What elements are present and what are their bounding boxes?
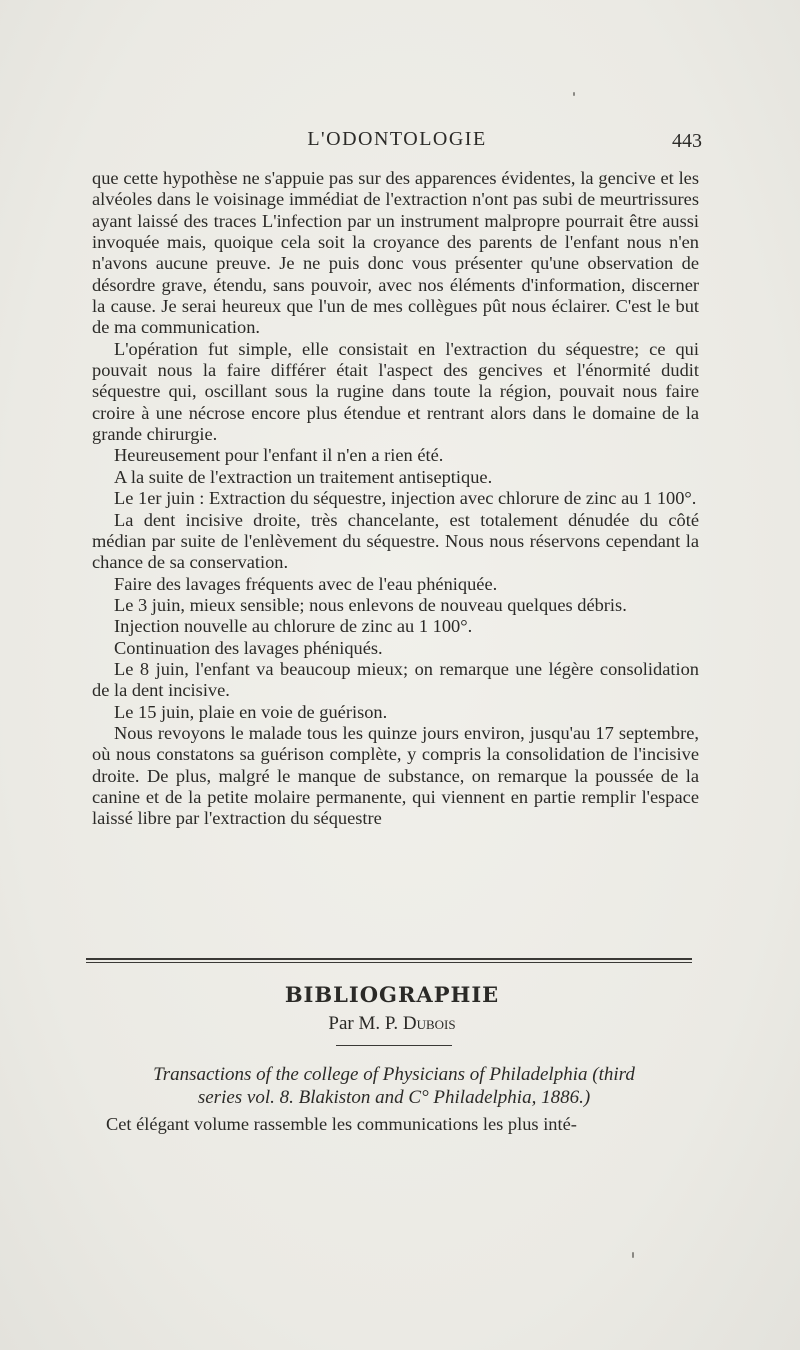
byline-author: Dubois [402,1013,456,1034]
paragraph: A la suite de l'extraction un traitement antiseptique. [114,466,493,487]
article-body [92,168,699,830]
paragraph: que cette hypothèse ne s'appuie pas sur des apparences évidentes, la gencive et les alvéoles dans le voisinage immédiat de l'extraction n'ont pas subi de meurtrissures ayant laissé des traces L'infection par un instrument malpropre pourrait être aussi invoquée mais, quoique cela soit la croyance des parents de l'enfant nous n'en n'avons aucune preuve. Je ne puis donc vous présenter qu'une observation de désordre grave, étendu, sans pouvoir, avec nos éléments d'information, discerner la cause. Je serai heureux que l'un de mes collègues pût nous éclairer. C'est le but de ma communication. [92,168,699,338]
running-title: L'ODONTOLOGIE [307,128,487,150]
paragraph: Continuation des lavages phéniqués. [114,637,383,658]
paragraph: Faire des lavages fréquents avec de l'eau phéniquée. [114,573,498,594]
review-paragraph: Cet élégant volume rassemble les communications les plus inté- [106,1114,577,1134]
page-header [92,128,702,158]
paragraph: Le 15 juin, plaie en voie de guérison. [114,701,388,722]
book-citation [92,1063,696,1109]
citation-line: series vol. 8. Blakiston and C° Philadelphia, 1886.) [197,1087,591,1108]
byline-prefix: Par M. P. [328,1013,399,1034]
section-divider-double-rule [86,958,692,963]
paragraph: L'opération fut simple, elle consistait en l'extraction du séquestre; ce qui pouvait nous la faire différer était l'aspect des gencives et l'énormité dudit séquestre qui, oscillant sous la rugine dans toute la région, pouvait nous faire croire à une nécrose encore plus étendue et rentrant alors dans le domaine de la grande chirurgie. [92,338,699,445]
paragraph: Le 3 juin, mieux sensible; nous enlevons de nouveau quelques débris. [114,594,627,615]
citation-line: Transactions of the college of Physicians of Philadelphia (third [153,1064,635,1085]
paragraph: Le 1er juin : Extraction du séquestre, injection avec chlorure de zinc au 1 100°. [114,488,697,509]
paper-speck [632,1252,634,1258]
paragraph: La dent incisive droite, très chancelante, est totalement dénudée du côté médian par suite de l'enlèvement du séquestre. Nous nous réservons cependant la chance de sa conservation. [92,509,699,573]
paragraph: Nous revoyons le malade tous les quinze jours environ, jusqu'au 17 septembre, où nous constatons sa guérison complète, y compris la consolidation de l'incisive droite. De plus, malgré le manque de substance, on remarque la poussée de la canine et de la petite molaire permanente, qui viennent en partie remplir l'espace laissé libre par l'extraction du séquestre [92,722,699,829]
paragraph: Heureusement pour l'enfant il n'en a rien été. [114,445,444,466]
bibliography-heading: BIBLIOGRAPHIE [284,982,500,1007]
paragraph: Injection nouvelle au chlorure de zinc au 1 100°. [114,616,473,637]
short-divider-rule [336,1045,452,1046]
bibliography-byline [92,1013,692,1035]
page-number: 443 [672,130,702,152]
paragraph: Le 8 juin, l'enfant va beaucoup mieux; on remarque une légère consolidation de la dent incisive. [92,658,699,701]
paper-speck [573,92,575,96]
